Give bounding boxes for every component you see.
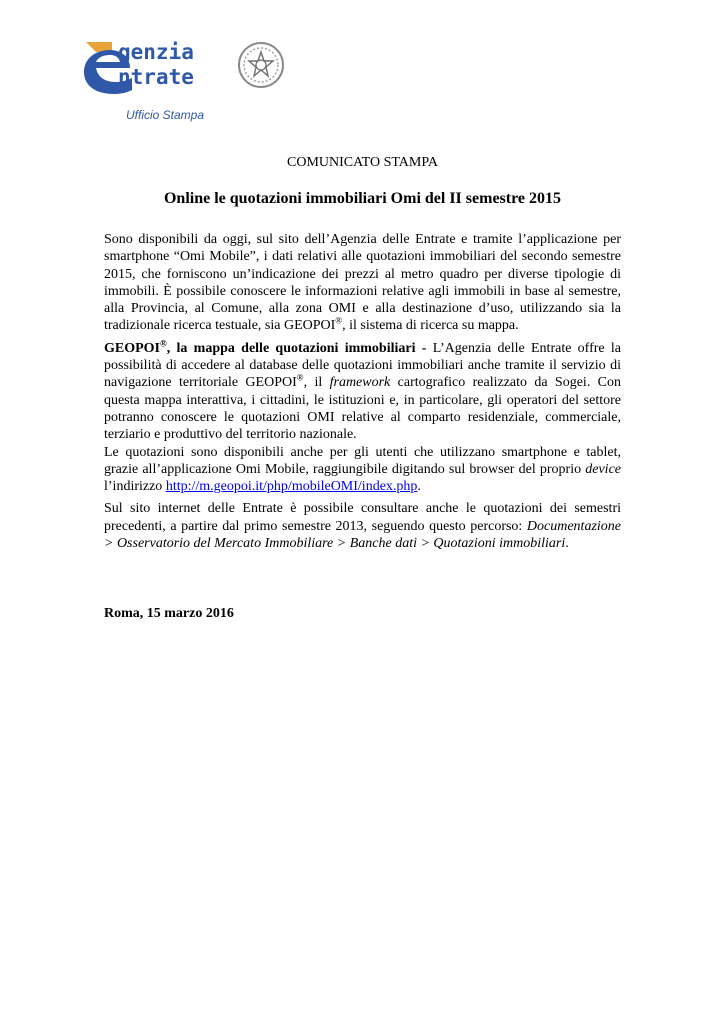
geopoi-heading <box>104 338 427 356</box>
paragraph-intro <box>104 231 621 335</box>
paragraph-archive-text: Sul sito internet delle Entrate è possibile consultare anche le quotazioni dei semestri precedenti, a partire dal primo semestre 2013, seguendo questo percorso: <box>104 501 621 534</box>
registered-mark: ® <box>296 372 304 383</box>
paragraph-geopoi-text-3: cartografico realizzato da Sogei. Con questa mappa interattiva, i cittadini, le istituzioni e, in particolare, gli operatori del settore potranno conoscere le quotazioni OMI relative al comparto residenziale, commerciale, terziario e produttivo del territorio nazionale. <box>104 375 622 443</box>
paragraph-mobile <box>104 444 621 496</box>
paragraph-intro-text-end: , il sistema di ricerca su mappa. <box>342 318 519 334</box>
device-term: device <box>585 461 621 477</box>
geopoi-heading-name: GEOPOI <box>104 340 161 356</box>
office-label: Ufficio Stampa <box>126 108 205 122</box>
paragraph-mobile-text-end: . <box>417 479 421 495</box>
page-title: Online le quotazioni immobiliari Omi del II semestre 2015 <box>163 190 562 207</box>
paragraph-intro-text: Sono disponibili da oggi, sul sito dell’Agenzia delle Entrate e tramite l’applicazione per smartphone “Omi Mobile”, i dati relativi alle quotazioni immobiliari del secondo semestre 2015, che forniscono un’indicazione dei prezzi al metro quadro per diverse tipologie di immobili. È possibile conoscere le informazioni relative agli immobili in base al semestre, alla Provincia, al Comune, alla zona OMI e alla destinazione d’uso, utilizzando sia la tradizionale ricerca testuale, sia GEOPOI <box>104 232 621 334</box>
geopoi-heading-rest: , la mappa delle quotazioni immobiliari - <box>166 340 427 356</box>
paragraph-geopoi-text: L’Agenzia delle Entrate offre la possibilità di accedere al database delle quotazioni immobiliari anche tramite il servizio di navigazione territoriale GEOPOI <box>104 340 621 391</box>
paragraph-archive <box>104 500 621 552</box>
logo-line-1: genzia <box>118 40 194 64</box>
document-type: COMUNICATO STAMPA <box>287 155 438 170</box>
italian-republic-emblem-icon <box>236 40 286 90</box>
press-release-body <box>104 231 621 557</box>
paragraph-mobile-text-2: l’indirizzo <box>104 479 166 495</box>
place-and-date: Roma, 15 marzo 2016 <box>104 606 234 621</box>
logo-line-2: ntrate <box>118 65 194 89</box>
framework-term: framework <box>329 375 391 391</box>
navigation-path: Documentazione > Osservatorio del Mercato Immobiliare > Banche dati > Quotazioni immobiliari <box>104 518 621 552</box>
paragraph-geopoi-text-2: , il <box>303 375 330 391</box>
paragraph-archive-text-end: . <box>565 536 569 552</box>
omi-mobile-link[interactable]: http://m.geopoi.it/php/mobileOMI/index.php <box>165 479 418 495</box>
registered-mark: ® <box>335 315 343 326</box>
paragraph-geopoi <box>104 340 621 444</box>
paragraph-mobile-text: Le quotazioni sono disponibili anche per gli utenti che utilizzano smartphone e tablet, grazie all’applicazione Omi Mobile, raggiungibile digitando sul browser del proprio <box>104 444 621 477</box>
registered-mark: ® <box>160 338 167 349</box>
